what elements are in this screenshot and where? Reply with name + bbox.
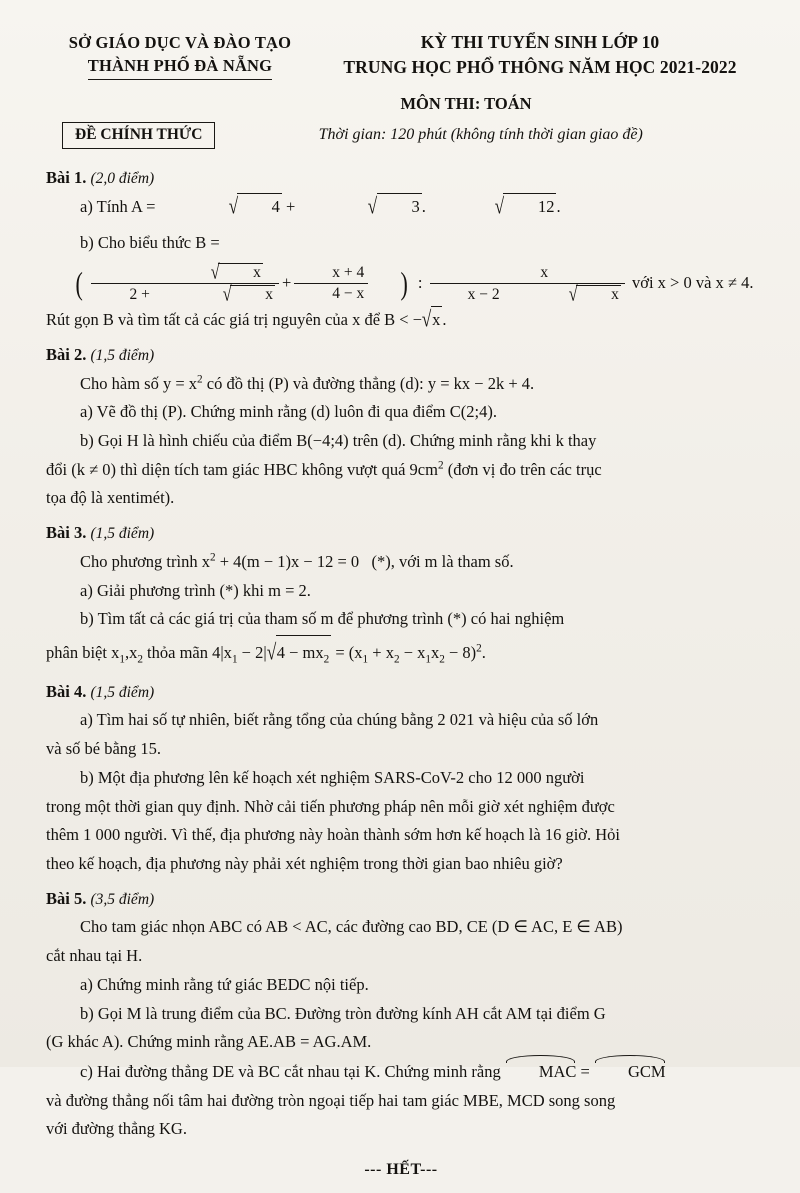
department-block [46,26,314,80]
question-4-title: Bài 4. [46,681,87,701]
question-5c-line-1-pre: c) Hai đường thẳng DE và BC cắt nhau tại K. Chứng minh rằng [80,1062,501,1081]
angle-mac: MAC [505,1058,577,1086]
subject-label: MÔN THI: TOÁN [400,93,532,113]
question-5c-line-1 [46,1058,756,1086]
department-city: THÀNH PHỐ ĐÀ NẴNG [88,55,272,80]
question-3b: b) Tìm tất cả các giá trị của tham số m để phương trình (*) có hai nghiệm [80,609,565,629]
question-2-heading [46,342,756,369]
question-1b-formula: ( $\frac{√ x}{2 + √ x}$ + $\frac{x + 4}{4 - x}$ ) : $\frac{x}{x - 2 √ x}$ [46,273,632,292]
question-3-line-1-mid: + 4(m − 1)x − 12 = 0 [219,551,360,571]
question-5-line-1: Cho tam giác nhọn ABC có AB < AC, các đường cao BD, CE (D ∈ AC, E ∈ AB) [80,917,623,937]
question-4a-line-2: và số bé bằng 15. [46,739,162,759]
exam-title-line-1: KỲ THI TUYỂN SINH LỚP 10 [420,32,660,52]
question-5-points: (3,5 điểm) [90,890,155,908]
question-4b-line-2: trong một thời gian quy định. Nhờ cải tiến phương pháp nên mỗi giờ xét nghiệm được [46,796,615,816]
question-2b: b) Gọi H là hình chiếu của điểm B(−4;4) trên (d). Chứng minh rằng khi k thay [80,430,597,450]
question-2b-line-2 [46,457,756,484]
question-5b-line-1: b) Gọi M là trung điểm của BC. Đường tròn đường kính AH cắt AM tại điểm G [80,1003,606,1023]
question-1b [46,223,756,307]
question-1-points: (2,0 điểm) [90,169,155,187]
question-2b-line-3: tọa độ là xentimét). [46,488,175,508]
question-5c-line-2: và đường thẳng nối tâm hai đường tròn ngoại tiếp hai tam giác MBE, MCD song song [46,1090,616,1110]
end-mark: --- HẾT--- [364,1161,438,1179]
question-5b-line-2: (G khác A). Chứng minh rằng AE.AB = AG.AM. [46,1032,372,1052]
question-2-line-1-post: có đồ thị (P) và đường thẳng (d): y = kx − 2k + 4. [206,373,535,393]
official-exam-badge: ĐỀ CHÍNH THỨC [62,122,215,149]
question-2a: a) Vẽ đồ thị (P). Chứng minh rằng (d) luôn đi qua điểm C(2;4). [80,402,497,422]
exponent-2: 2 [437,459,444,472]
department-line-1: SỞ GIÁO DỤC VÀ ĐÀO TẠO [68,33,292,52]
question-5c-line-3: với đường thẳng KG. [46,1119,187,1139]
question-1a-formula: √ 4 + √ 3 . √ 12 . [228,193,561,220]
question-4-heading [46,679,756,706]
document-header [46,26,756,80]
question-4-points: (1,5 điểm) [90,683,155,701]
question-2-title: Bài 2. [46,344,87,364]
question-3b-line-2: phân biệt $x_1,x_2$ thỏa mãn $4|x_1 - 2|√4 - mx_2 = (x_1 + x_2 - x_1x_2 - 8)^2$. [46,635,756,671]
question-1a [46,193,756,221]
question-2-line-1 [46,371,756,398]
question-2-line-1-pre: Cho hàm số y = x [80,373,198,393]
question-3-line-1-star: (*), với m là tham số. [371,551,514,571]
question-1b-condition: với x > 0 và x ≠ 4. [631,272,754,292]
question-5-heading [46,886,756,913]
exam-body [46,165,756,1184]
question-3a: a) Giải phương trình (*) khi m = 2. [80,580,311,600]
question-4a-line-1: a) Tìm hai số tự nhiên, biết rằng tổng của chúng bằng 2 021 và hiệu của số lớn [80,710,599,730]
question-1-heading [46,165,756,192]
exam-title-line-2: TRUNG HỌC PHỔ THÔNG NĂM HỌC 2021-2022 [343,56,737,77]
exponent-2: 2 [197,373,203,386]
angle-gcm: GCM [594,1058,666,1086]
question-3b-line-2-mid: thỏa mãn [147,643,208,663]
equals-sign: = [580,1062,590,1081]
exam-duration-text: Thời gian: 120 phút (không tính thời gian giao đề) [318,126,643,144]
exam-title-block [324,26,756,79]
question-3b-formula: $4|x_1 - 2|√4 - mx_2 = (x_1 + x_2 - x_1x_2 - 8)^2$. [212,643,486,662]
question-1a-text: a) Tính A = [80,197,156,217]
time-bar [46,122,756,149]
question-4b-line-4: theo kế hoạch, địa phương này phải xét nghiệm trong thời gian bao nhiêu giờ? [46,853,563,873]
question-4b-line-3: thêm 1 000 người. Vì thế, địa phương này hoàn thành sớm hơn kế hoạch là 16 giờ. Hỏi [46,825,621,845]
question-1-title: Bài 1. [46,167,87,187]
question-1-tail: Rút gọn B và tìm tất cả các giá trị nguyên của x để B < −√x . [46,306,447,333]
question-4b-line-1: b) Một địa phương lên kế hoạch xét nghiệm SARS-CoV-2 cho 12 000 người [80,767,585,787]
question-5-line-2: cắt nhau tại H. [46,946,143,966]
question-1b-text: b) Cho biểu thức B = [80,232,220,252]
question-3-line-1 [46,549,756,576]
question-2b-line-2-post: (đơn vị đo trên các trục [447,459,602,479]
exponent-2: 2 [209,551,216,564]
question-5-title: Bài 5. [46,888,87,908]
question-3-title: Bài 3. [46,523,87,543]
department-line-2 [46,55,314,80]
question-2b-line-2-pre: đổi (k ≠ 0) thì diện tích tam giác HBC không vượt quá 9cm [46,459,438,479]
question-5a: a) Chứng minh rằng tứ giác BEDC nội tiếp. [80,974,369,994]
subject-row [46,94,756,114]
question-2-points: (1,5 điểm) [90,346,155,364]
question-3b-line-2-pre: phân biệt x [46,643,120,663]
question-3-heading [46,520,756,547]
question-3-points: (1,5 điểm) [90,525,155,543]
question-3-line-1-pre: Cho phương trình x [80,551,210,571]
